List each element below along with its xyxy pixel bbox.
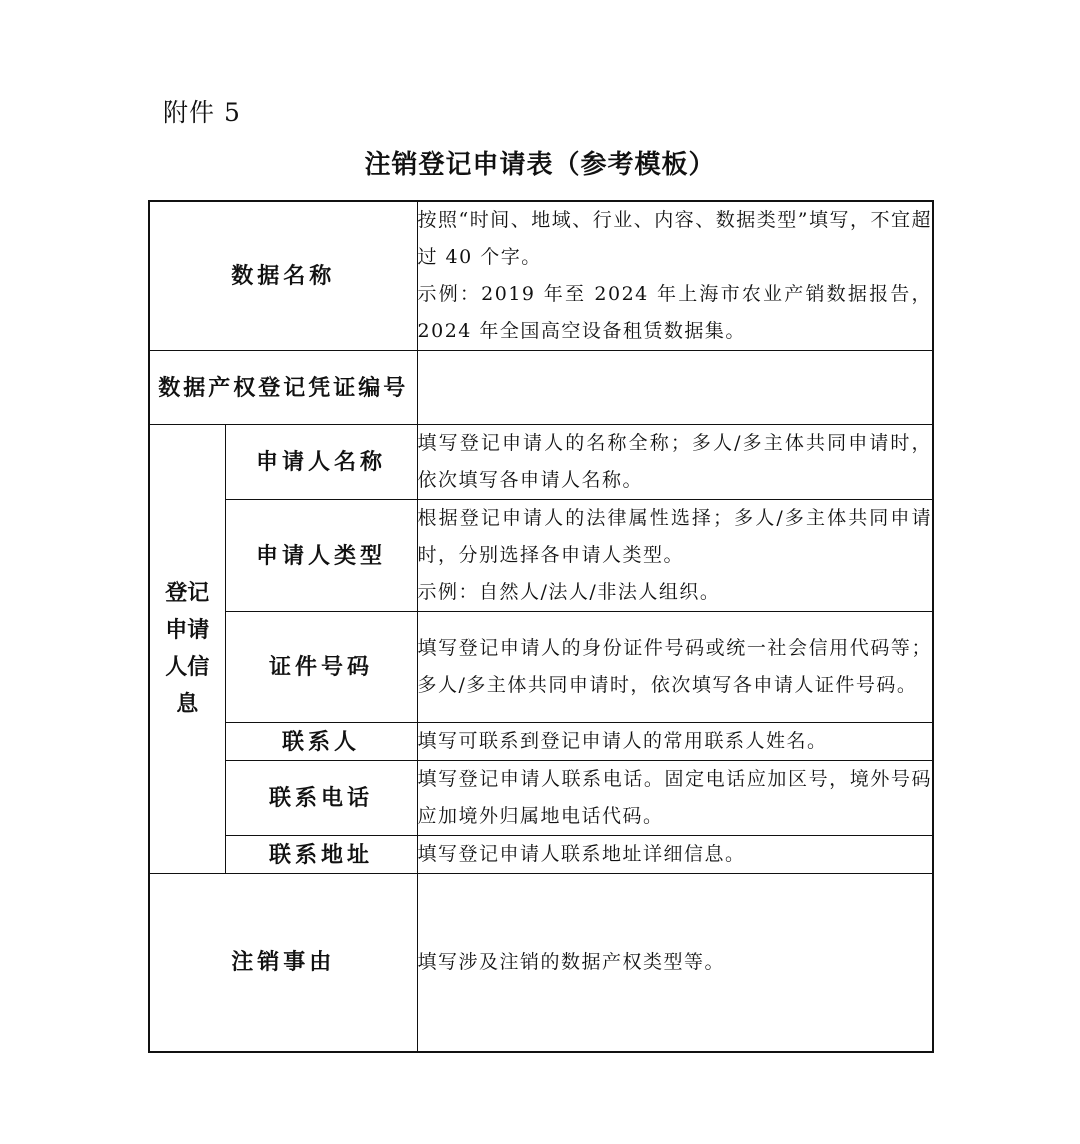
contact-address-label: 联系地址	[225, 836, 417, 874]
data-name-instruction-text: 按照“时间、地域、行业、内容、数据类型”填写，不宜超过 40 个字。	[417, 209, 933, 268]
contact-phone-instruction-text: 填写登记申请人联系电话。固定电话应加区号，境外号码应加境外归属地电话代码。	[417, 768, 933, 827]
data-name-example-text: 示例：2019 年至 2024 年上海市农业产销数据报告，2024 年全国高空设备租赁数据集。	[417, 283, 933, 342]
applicant-name-row	[149, 425, 933, 500]
applicant-group-label-line: 息	[176, 691, 199, 717]
contact-person-instruction	[417, 723, 933, 761]
id-number-instruction	[417, 612, 933, 723]
contact-address-instruction-text: 填写登记申请人联系地址详细信息。	[417, 843, 746, 865]
id-number-instruction-text: 填写登记申请人的身份证件号码或统一社会信用代码等；多人/多主体共同申请时，依次填写各申请人证件号码。	[417, 637, 933, 696]
cancellation-application-form	[148, 200, 934, 1053]
cancellation-reason-label: 注销事由	[149, 874, 417, 1052]
data-name-instruction	[417, 201, 933, 351]
certificate-number-row	[149, 351, 933, 425]
applicant-type-instruction-text: 根据登记申请人的法律属性选择；多人/多主体共同申请时，分别选择各申请人类型。	[417, 507, 933, 566]
contact-address-instruction	[417, 836, 933, 874]
applicant-group-label-line: 登记	[165, 580, 210, 606]
certificate-number-label: 数据产权登记凭证编号	[149, 351, 417, 425]
applicant-info-group-label	[149, 425, 225, 874]
certificate-number-value	[417, 351, 933, 425]
applicant-type-example-text: 示例：自然人/法人/非法人组织。	[417, 581, 721, 603]
data-name-row	[149, 201, 933, 351]
contact-person-label: 联系人	[225, 723, 417, 761]
attachment-label: 附件 5	[163, 98, 241, 127]
contact-person-row	[149, 723, 933, 761]
cancellation-reason-row	[149, 874, 933, 1052]
id-number-row	[149, 612, 933, 723]
id-number-label: 证件号码	[225, 612, 417, 723]
contact-address-row	[149, 836, 933, 874]
applicant-name-instruction	[417, 425, 933, 500]
contact-phone-row	[149, 761, 933, 836]
applicant-type-row	[149, 500, 933, 612]
applicant-type-instruction	[417, 500, 933, 612]
applicant-group-label-line: 申请	[165, 617, 210, 643]
cancellation-reason-instruction: 填写涉及注销的数据产权类型等。	[417, 874, 933, 1052]
applicant-type-label: 申请人类型	[225, 500, 417, 612]
applicant-name-label: 申请人名称	[225, 425, 417, 500]
applicant-name-instruction-text: 填写登记申请人的名称全称；多人/多主体共同申请时，依次填写各申请人名称。	[417, 432, 933, 491]
contact-phone-label: 联系电话	[225, 761, 417, 836]
data-name-label: 数据名称	[149, 201, 417, 351]
applicant-group-label-line: 人信	[165, 654, 210, 680]
contact-phone-instruction	[417, 761, 933, 836]
contact-person-instruction-text: 填写可联系到登记申请人的常用联系人姓名。	[417, 730, 828, 752]
form-title: 注销登记申请表（参考模板）	[364, 150, 716, 180]
